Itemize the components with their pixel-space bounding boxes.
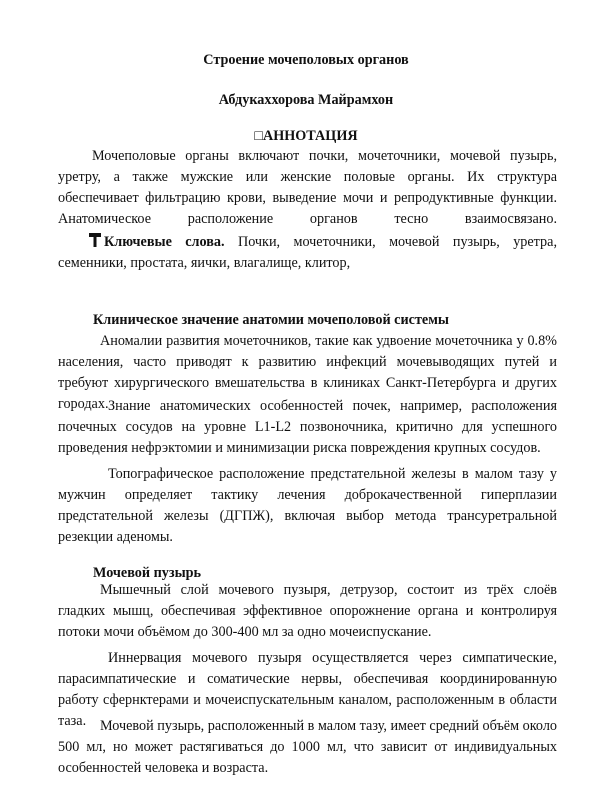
annotation-heading <box>0 126 612 147</box>
keywords-text: Почки, мочеточники, мочевой пузырь, уретра, семенники, простата, яички, влагалище, клитор, <box>58 234 557 271</box>
abstract-rest: уретру, а также мужские или женские половые органы. Их структура обеспечивает фильтрацию крови, выведение мочи и репродуктивные функции. Анатомическое расположение органов тесно взаимосвязано. <box>58 169 557 227</box>
section2-paragraph-1: Мышечный слой мочевого пузыря, детрузор, состоит из трёх слоёв гладких мышц, обеспечивая эффективное опорожнение органа и контролируя потоки мочи объёмом до 300-400 мл за одно мочеиспускание. <box>58 582 557 640</box>
section2-heading: Мочевой пузырь <box>93 565 202 581</box>
paper-title: Строение мочеполовых органов <box>203 52 409 68</box>
abstract-paragraph <box>58 146 557 230</box>
section1-paragraph-2: Знание анатомических особенностей почек, например, расположения почечных сосудов на уровне L1-L2 позвоночника, критично для успешного проведения нефрэктомии и минимизации риска повреждения крупных сосудов. <box>58 398 557 456</box>
section1-paragraph-3: Топографическое расположение предстательной железы в малом тазу у мужчин определяет тактику лечения доброкачественной гиперплазии предстательной железы (ДГПЖ), включая выбор метода трансуретральной резекции аденомы. <box>58 466 557 545</box>
author-name: Абдукаххорова Майрамхон <box>218 92 394 108</box>
section2-paragraph-3: Мочевой пузырь, расположенный в малом тазу, имеет средний объём около 500 мл, но может растягиваться до 1000 мл, что зависит от индивидуальных особенностей человека и возраста. <box>58 718 557 776</box>
section1-heading: Клиническое значение анатомии мочеполовой системы <box>93 312 449 328</box>
keywords-label: Ключевые слова. <box>104 234 225 250</box>
pin-icon <box>88 232 102 248</box>
box-glyph: □ <box>254 128 263 144</box>
annotation-heading-text: АННОТАЦИЯ <box>262 128 358 144</box>
section1-paragraph-1: Аномалии развития мочеточников, такие как удвоение мочеточника у 0.8% населения, часто приводят к развитию инфекций мочевыводящих путей и требуют хирургического вмешательства в клиниках Санкт-Петербурга и других городах. <box>58 333 557 412</box>
section2-paragraph-2: Иннервация мочевого пузыря осуществляется через симпатические, парасимпатические и соматические нервы, обеспечивая координированную работу сфернктерами и мочеиспускательным каналом, расположенным в области таза. <box>58 650 557 729</box>
keywords-paragraph <box>58 232 557 274</box>
abstract-line-1: Мочеполовые органы включают почки, мочеточники, мочевой пузырь, <box>92 148 557 164</box>
